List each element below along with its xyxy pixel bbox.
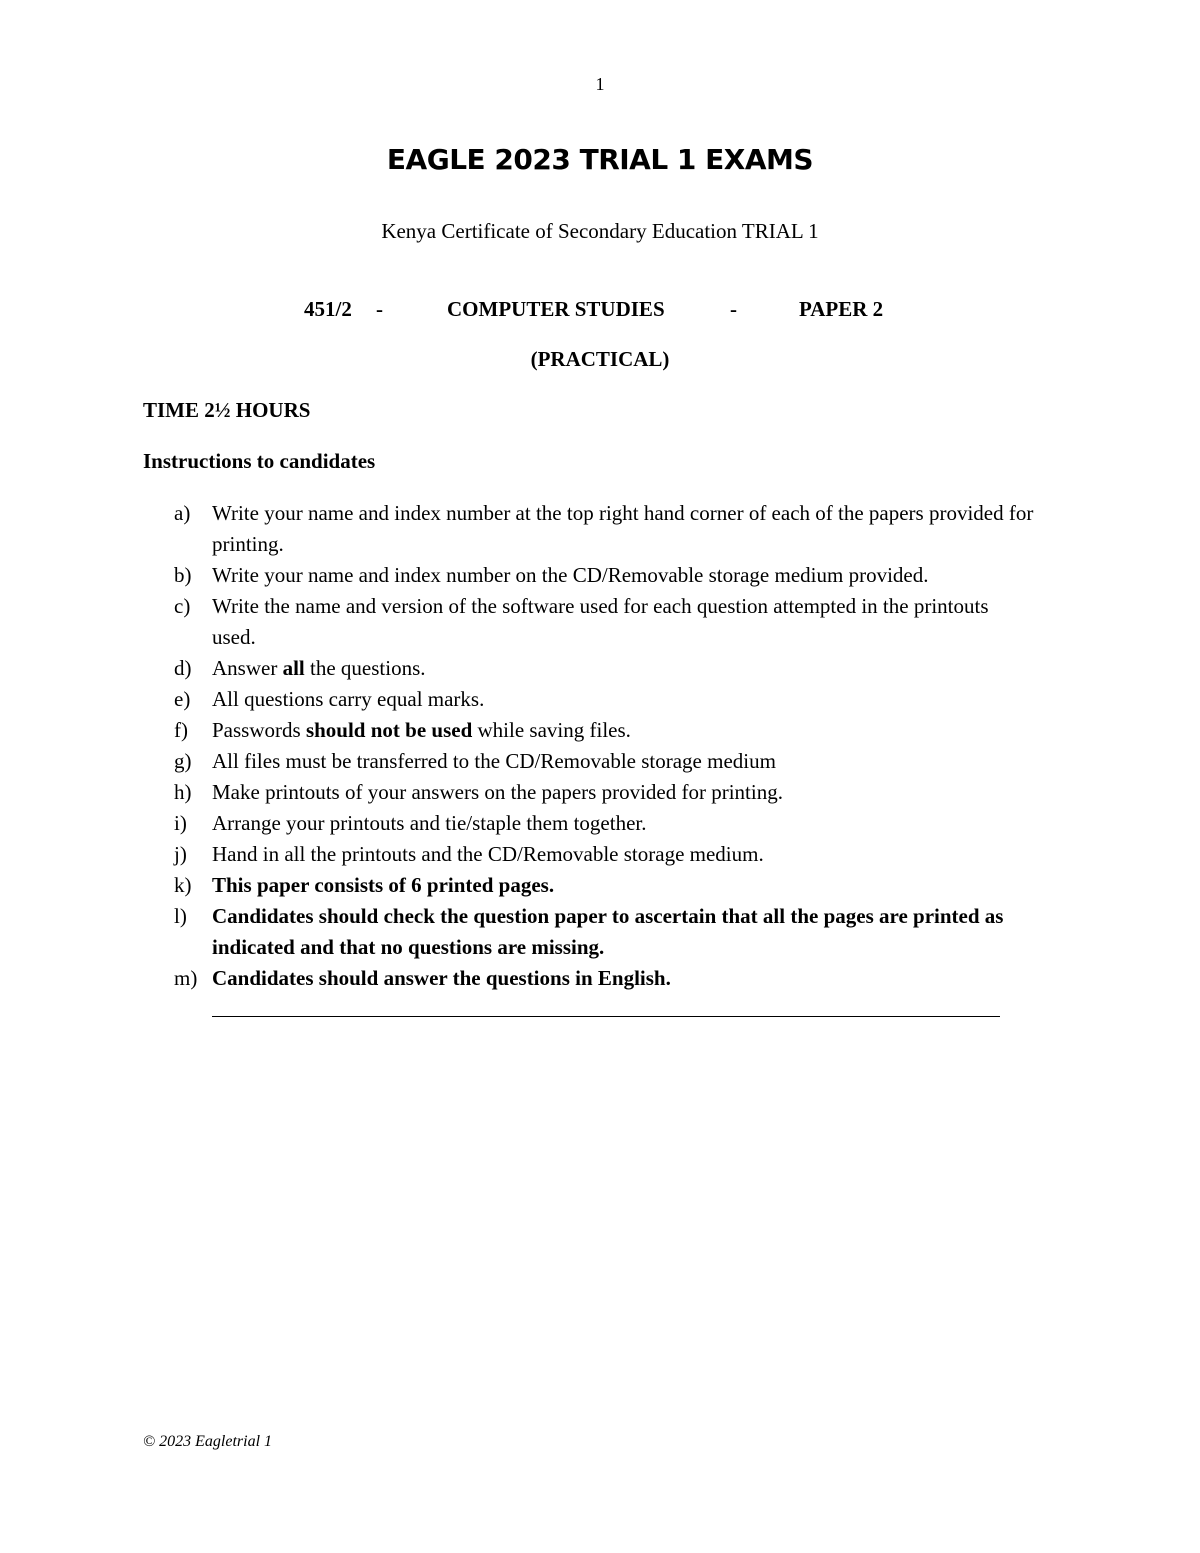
instruction-text: Make printouts of your answers on the papers provided for printing. <box>212 780 783 804</box>
instruction-text: Arrange your printouts and tie/staple them together. <box>212 811 647 835</box>
instruction-item <box>174 870 1034 901</box>
instruction-item <box>174 498 1034 560</box>
paper-subject: COMPUTER STUDIES <box>447 297 665 321</box>
instruction-text: This paper consists of 6 printed pages. <box>212 873 555 897</box>
instructions-list <box>174 498 1034 994</box>
instruction-text: Candidates should answer the questions in English. <box>212 966 671 990</box>
instructions-heading: Instructions to candidates <box>143 449 376 473</box>
footer-copyright: © 2023 Eagletrial 1 <box>143 1433 273 1450</box>
instruction-marker: b) <box>174 563 192 587</box>
instruction-marker: d) <box>174 656 192 680</box>
instruction-text: Hand in all the printouts and the CD/Removable storage medium. <box>212 842 764 866</box>
paper-type: (PRACTICAL) <box>530 347 670 371</box>
instruction-item <box>174 963 1034 994</box>
time-allowed: TIME 2½ HOURS <box>143 398 311 422</box>
instruction-item <box>174 746 1034 777</box>
instruction-item <box>174 901 1034 963</box>
divider-line <box>212 1016 1000 1017</box>
instruction-text: Write the name and version of the software used for each question attempted in the printouts used. <box>212 594 989 649</box>
instruction-marker: l) <box>174 904 187 928</box>
instruction-item <box>174 715 1034 746</box>
instruction-item <box>174 591 1034 653</box>
instruction-text: the questions. <box>304 656 426 680</box>
paper-separator: - <box>376 297 383 321</box>
exam-subtitle: Kenya Certificate of Secondary Education TRIAL 1 <box>381 219 819 243</box>
paper-number: PAPER 2 <box>799 297 884 321</box>
instruction-marker: k) <box>174 873 192 897</box>
paper-separator: - <box>730 297 737 321</box>
instruction-item <box>174 777 1034 808</box>
instruction-text: All questions carry equal marks. <box>212 687 485 711</box>
instruction-marker: g) <box>174 749 192 773</box>
instruction-marker: a) <box>174 501 191 525</box>
instruction-marker: h) <box>174 780 192 804</box>
instruction-marker: c) <box>174 594 191 618</box>
instruction-marker: e) <box>174 687 191 711</box>
instruction-item <box>174 560 1034 591</box>
instruction-item <box>174 684 1034 715</box>
instruction-marker: f) <box>174 718 188 742</box>
instruction-item <box>174 653 1034 684</box>
instruction-marker: m) <box>174 966 198 990</box>
instruction-text: Passwords <box>212 718 306 742</box>
instruction-item <box>174 839 1034 870</box>
instruction-marker: i) <box>174 811 187 835</box>
paper-code: 451/2 <box>304 297 352 321</box>
instruction-text: All files must be transferred to the CD/Removable storage medium <box>212 749 776 773</box>
instruction-text: all <box>282 656 305 680</box>
instruction-text: Write your name and index number on the CD/Removable storage medium provided. <box>212 563 929 587</box>
instruction-text: should not be used <box>305 718 473 742</box>
exam-title: EAGLE 2023 TRIAL 1 EXAMS <box>386 143 814 176</box>
instruction-text: Candidates should check the question paper to ascertain that all the pages are printed as indicated and that no questions are missing. <box>212 904 1004 959</box>
instruction-text: Write your name and index number at the top right hand corner of each of the papers provided for printing. <box>212 501 1034 556</box>
instruction-text: while saving files. <box>472 718 631 742</box>
instruction-item <box>174 808 1034 839</box>
page-number: 1 <box>595 74 605 94</box>
instruction-marker: j) <box>174 842 187 866</box>
instruction-text: Answer <box>212 656 283 680</box>
